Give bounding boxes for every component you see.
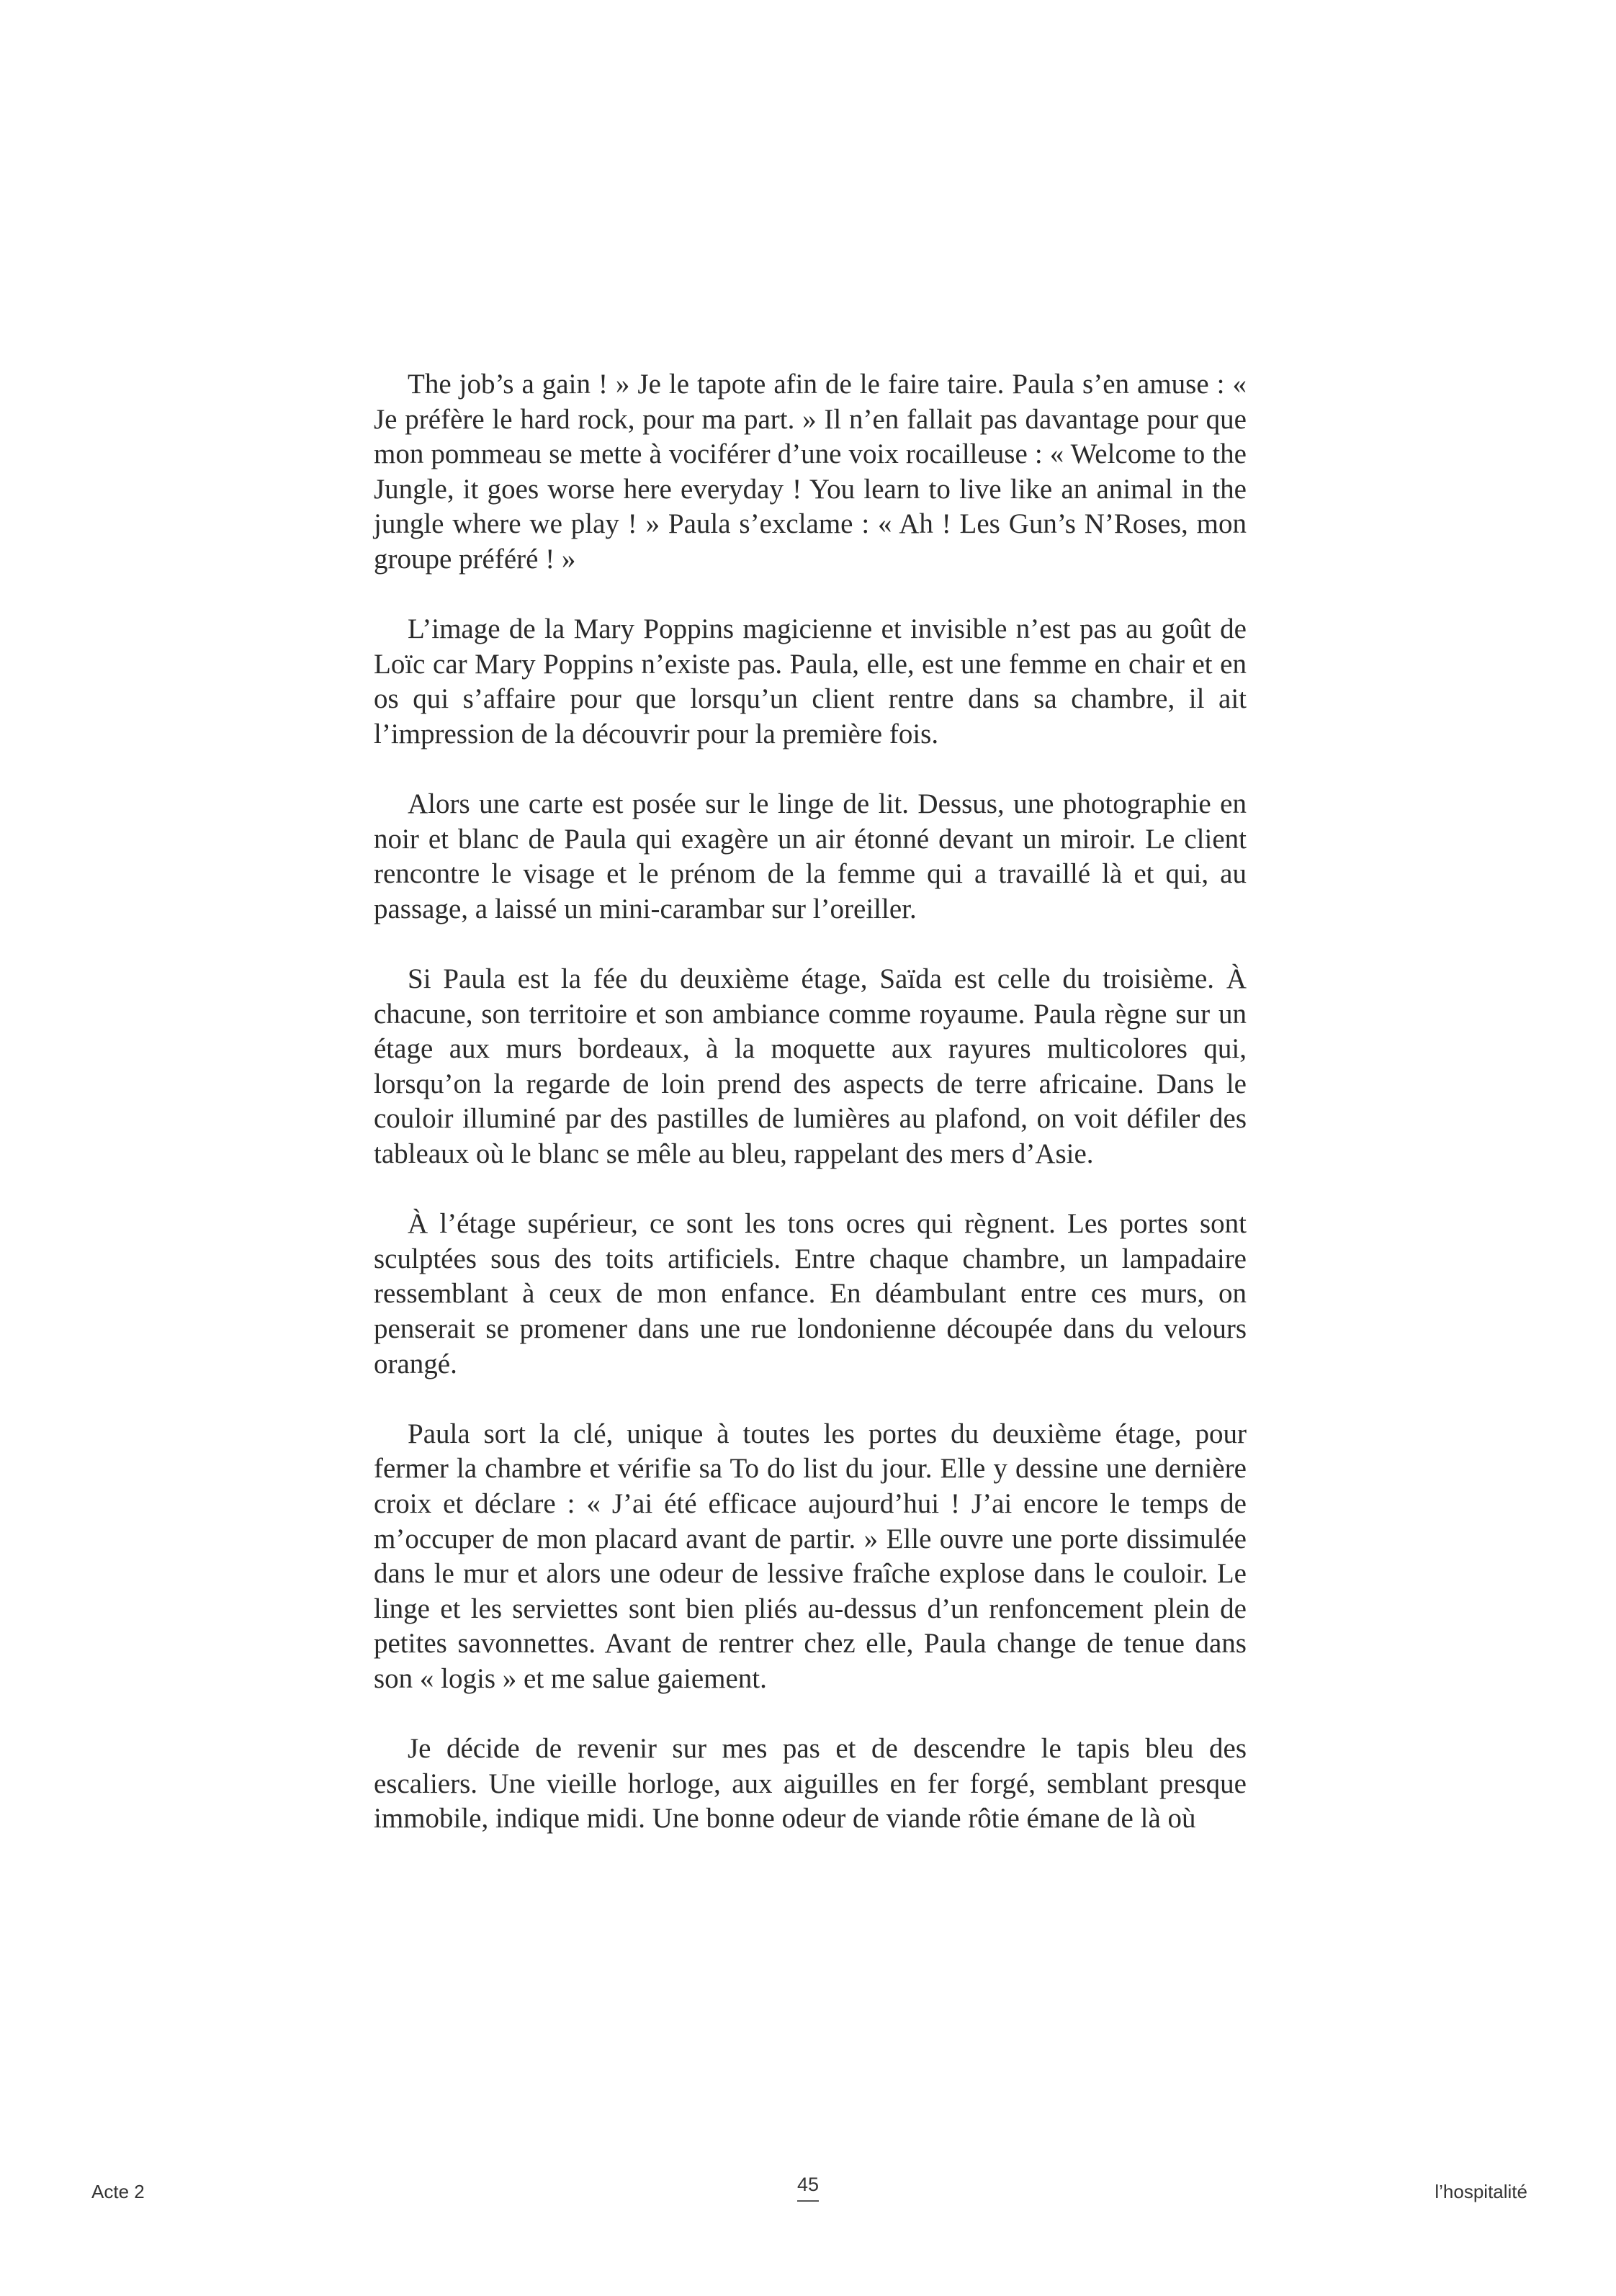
body-text	[374, 367, 1247, 1837]
footer-page-number-wrap	[0, 2174, 1616, 2202]
paragraph-3: Alors une carte est posée sur le linge de lit. Dessus, une photographie en noir et blanc de Paula qui exagère un air étonné devant un miroir. Le client rencontre le visage et le prénom de la femme qui a travaillé là et qui, au passage, a laissé un mini-carambar sur l’oreiller.	[374, 788, 1247, 924]
footer-chapter-label: Acte 2	[91, 2181, 145, 2202]
paragraph-5: À l’étage supérieur, ce sont les tons ocres qui règnent. Les portes sont sculptées sous des toits artificiels. Entre chaque chambre, un lampadaire ressemblant à ceux de mon enfance. En déambulant entre ces murs, on penserait se promener dans une rue londonienne découpée dans du velours orangé.	[374, 1208, 1247, 1379]
paragraph-1: The job’s a gain ! » Je le tapote afin de le faire taire. Paula s’en amuse : « Je préfère le hard rock, pour ma part. » Il n’en fallait pas davantage pour que mon pommeau se mette à vociférer d’une voix rocailleuse : « Welcome to the Jungle, it goes worse here everyday ! You learn to live like an animal in the jungle where we play ! » Paula s’exclame : « Ah ! Les Gun’s N’Roses, mon groupe préféré ! »	[374, 369, 1247, 575]
paragraph-6: Paula sort la clé, unique à toutes les portes du deuxième étage, pour fermer la chambre et vérifie sa To do list du jour. Elle y dessine une dernière croix et déclare : « J’ai été efficace aujourd’hui ! J’ai encore le temps de m’occuper de mon placard avant de partir. » Elle ouvre une porte dissimulée dans le mur et alors une odeur de lessive fraîche explose dans le couloir. Le linge et les serviettes sont bien pliés au-dessus d’un renfoncement plein de petites savonnettes. Avant de rentrer chez elle, Paula change de tenue dans son « logis » et me salue gaiement.	[374, 1418, 1247, 1694]
paragraph-2: L’image de la Mary Poppins magicienne et invisible n’est pas au goût de Loïc car Mary Poppins n’existe pas. Paula, elle, est une femme en chair et en os qui s’affaire pour que lorsqu’un client rentre dans sa chambre, il ait l’impression de la découvrir pour la première fois.	[374, 613, 1247, 749]
page-number: 45	[797, 2174, 819, 2202]
footer-section-title: l’hospitalité	[1435, 2181, 1527, 2202]
paragraph-4: Si Paula est la fée du deuxième étage, Saïda est celle du troisième. À chacune, son territoire et son ambiance comme royaume. Paula règne sur un étage aux murs bordeaux, à la moquette aux rayures multicolores qui, lorsqu’on la regarde de loin prend des aspects de terre africaine. Dans le couloir illuminé par des pastilles de lumières au plafond, on voit défiler des tableaux où le blanc se mêle au bleu, rappelant des mers d’Asie.	[374, 963, 1247, 1170]
paragraph-7: Je décide de revenir sur mes pas et de descendre le tapis bleu des escaliers. Une vieille horloge, aux aiguilles en fer forgé, semblant presque immobile, indique midi. Une bonne odeur de viande rôtie émane de là où	[374, 1733, 1247, 1834]
